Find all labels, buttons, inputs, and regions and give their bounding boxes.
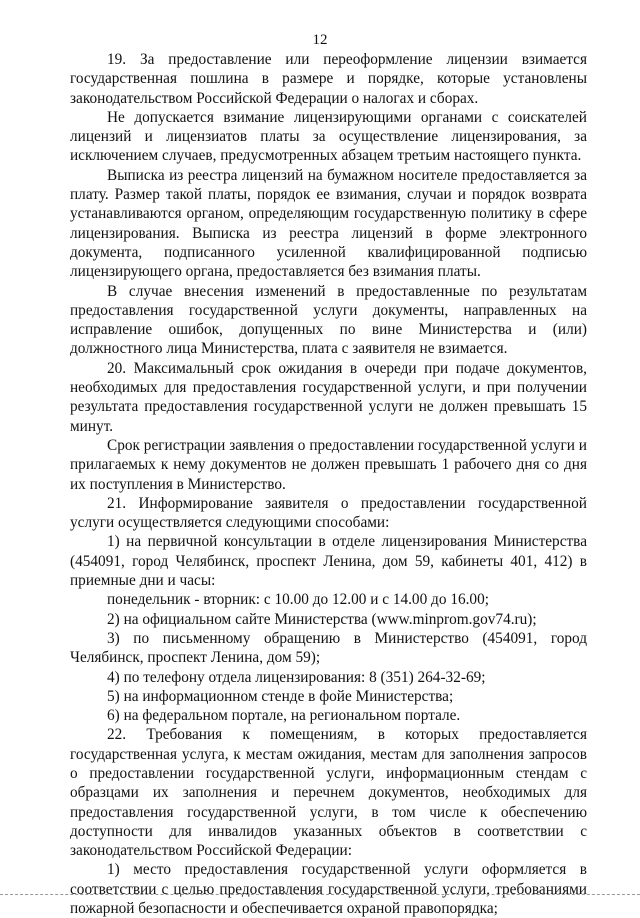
paragraph-21: 21. Информирование заявителя о предоставлении государственной услуги осуществляется следующими способами: [70,494,587,532]
paragraph-22: 22. Требования к помещениям, в которых предоставляется государственная услуга, к местам ожидания, местам для заполнения запросов о предоставлении государственной услуги, информационным стендам с образцами их заполнения и перечнем документов, необходимых для предоставления государственной услуги, в том числе к обеспечению доступности для инвалидов указанных объектов в соответствии с законодательством Российской Федерации: [70,726,587,860]
footer-rule [0,894,640,895]
document-body [70,50,587,918]
paragraph-corrections: В случае внесения изменений в предоставленные по результатам предоставления государственной услуги документы, направленных на исправление ошибок, допущенных по вине Министерства и (или) должностного лица Министерства, плата с заявителя не взимается. [70,282,587,358]
list-item-hours: понедельник - вторник: с 10.00 до 12.00 и с 14.00 до 16.00; [107,591,489,609]
list-item-portal: 6) на федеральном портале, на региональном портале. [107,707,461,725]
list-item-premises: 1) место предоставления государственной услуги оформляется в соответствии с целью предоставления государственной услуги, требованиями пожарной безопасности и обеспечивается охраной правопорядка; [70,861,587,918]
paragraph-registry-extract: Выписка из реестра лицензий на бумажном носителе предоставляется за плату. Размер такой платы, порядок ее взимания, случаи и порядок возврата устанавливаются органом, определяющим государственную политику в сфере лицензирования. Выписка из реестра лицензий в форме электронного документа, подписанного усиленной квалифицированной подписью лицензирующего органа, предоставляется без взимания платы. [70,166,587,281]
paragraph-fee-prohibition: Не допускается взимание лицензирующими органами с соискателей лицензий и лицензиатов платы за осуществление лицензирования, за исключением случаев, предусмотренных абзацем третьим настоящего пункта. [70,108,587,165]
list-item-website: 2) на официальном сайте Министерства (www.minprom.gov74.ru); [107,610,537,628]
list-item-info-stand: 5) на информационном стенде в фойе Министерства; [107,687,454,705]
list-item-phone: 4) по телефону отдела лицензирования: 8 (351) 264-32-69; [107,668,486,686]
paragraph-19: 19. За предоставление или переоформление лицензии взимается государственная пошлина в размере и порядке, которые установлены законодательством Российской Федерации о налогах и сборах. [70,51,587,107]
paragraph-registration-term: Срок регистрации заявления о предоставлении государственной услуги и прилагаемых к нему документов не должен превышать 1 рабочего дня со дня их поступления в Министерство. [70,436,587,493]
paragraph-20: 20. Максимальный срок ожидания в очереди при подаче документов, необходимых для предоставления государственной услуги, и при получении результата предоставления государственной услуги не должен превышать 15 минут. [70,359,587,435]
list-item-written-request: 3) по письменному обращению в Министерство (454091, город Челябинск, проспект Ленина, дом 59); [70,629,587,667]
page-number: 12 [312,32,328,48]
list-item-consultation: 1) на первичной консультации в отделе лицензирования Министерства (454091, город Челябинск, проспект Ленина, дом 59, кабинеты 401, 412) в приемные дни и часы: [70,533,587,590]
